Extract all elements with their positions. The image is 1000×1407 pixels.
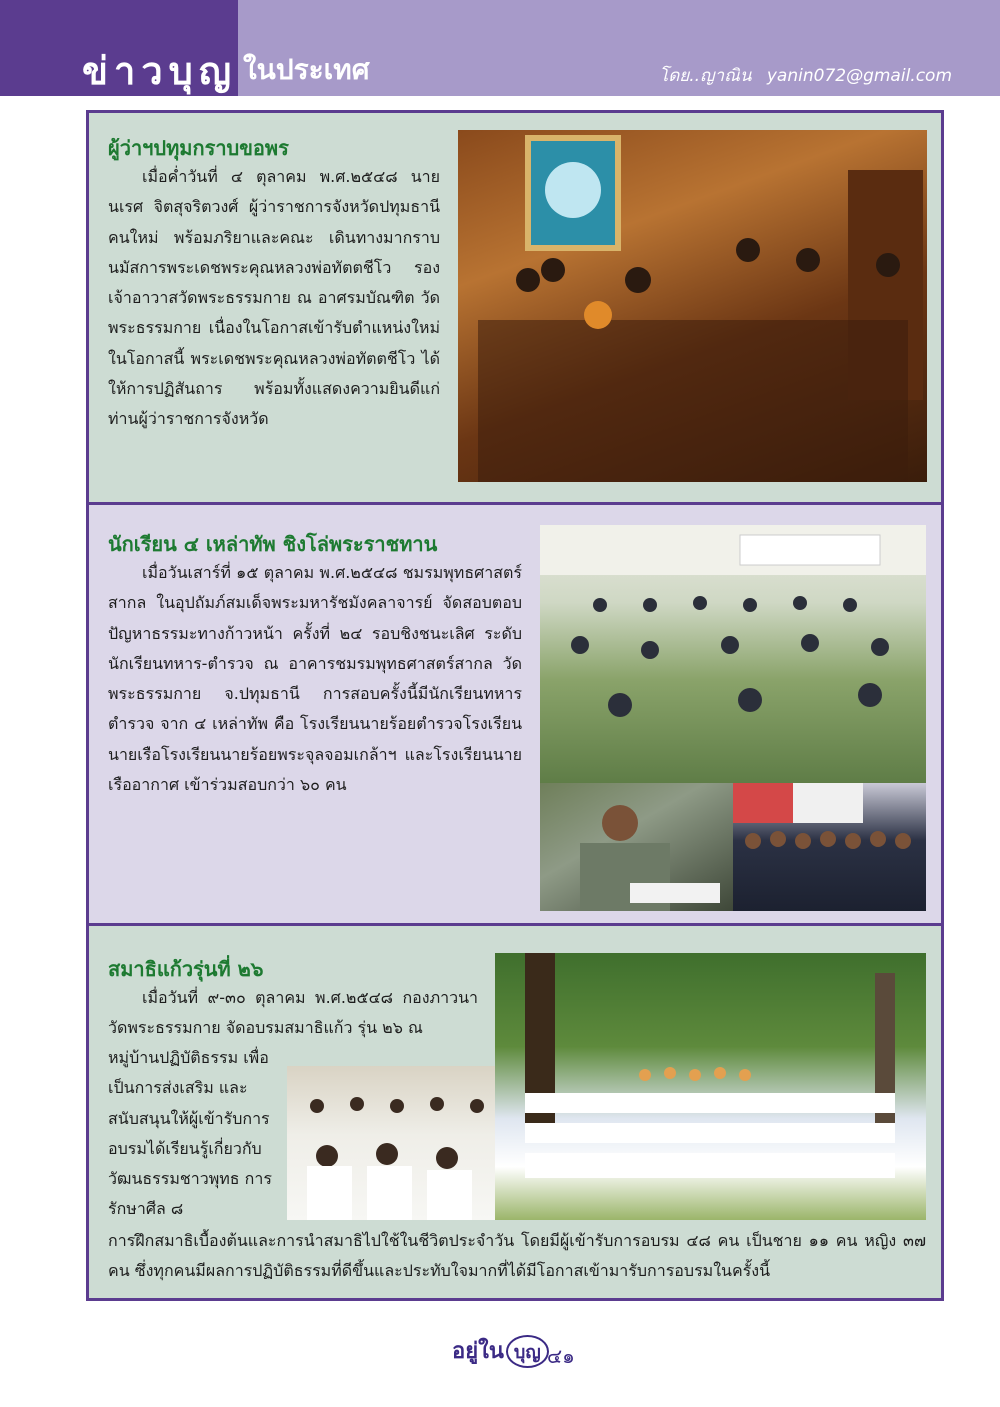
article-body-meditation-left — [108, 1043, 274, 1225]
author-email[interactable]: yanin072@gmail.com — [766, 66, 952, 86]
photo-cadet-group — [733, 783, 926, 911]
photo-governor-scene — [458, 130, 927, 482]
photo-meditation-practice-scene — [287, 1066, 495, 1220]
article-body-meditation-bottom — [108, 1226, 926, 1287]
magazine-logo — [452, 1333, 551, 1368]
article-paragraph: เมื่อวันที่ ๙-๓๐ ตุลาคม พ.ศ.๒๕๔๘ กองภาวนา วัดพระธรรมกาย จัดอบรมสมาธิแก้ว รุ่น ๒๖ ณ — [108, 988, 478, 1038]
photo-cadet-group-scene — [733, 783, 926, 911]
article-body-governor — [108, 162, 440, 435]
author-name: โดย..ญาณิน — [659, 66, 752, 86]
author-line — [659, 62, 952, 89]
photo-cadet-writing-scene — [540, 783, 733, 911]
article-body-meditation-top — [108, 983, 478, 1044]
article-paragraph: การฝึกสมาธิเบื้องต้นและการนำสมาธิไปใช้ในชีวิตประจำวัน โดยมีผู้เข้ารับการอบรม ๔๘ คน เป็นชาย ๑๑ คน หญิง ๓๗ คน ซึ่งทุกคนมีผลการปฏิบัติธรรมที่ดีขึ้นและประทับใจมากที่ได้มีโอกาสเข้ามารับการอบรมในครั้งนี้ — [108, 1231, 926, 1281]
photo-governor-audience — [458, 130, 927, 482]
article-heading-cadets: นักเรียน ๔ เหล่าทัพ ชิงโล่พระราชทาน — [108, 532, 438, 556]
section-subtitle: ในประเทศ — [243, 53, 370, 86]
article-paragraph: หมู่บ้านปฏิบัติธรรม เพื่อเป็นการส่งเสริม และสนับสนุนให้ผู้เข้ารับการอบรมได้เรียนรู้เกี่ยวกับวัฒนธรรมชาวพุทธ การรักษาศีล ๘ — [108, 1048, 272, 1219]
photo-meditation-group — [495, 953, 926, 1220]
article-heading-meditation: สมาธิแก้วรุ่นที่ ๒๖ — [108, 957, 264, 981]
section-title: ข่าวบุญ — [82, 49, 238, 93]
photo-meditation-group-scene — [495, 953, 926, 1220]
page-number: ๔๑ — [547, 1344, 575, 1368]
photo-cadet-writing — [540, 783, 733, 911]
article-paragraph: เมื่อค่ำวันที่ ๔ ตุลาคม พ.ศ.๒๕๔๘ นาย นเรศ จิตสุจริตวงศ์ ผู้ว่าราชการจังหวัดปทุมธานีคนใหม่ พร้อมภริยาและคณะ เดินทางมากราบนมัสการพระเดชพระคุณหลวงพ่อทัตตชีโว รองเจ้าอาวาสวัดพระธรรมกาย ณ อาศรมบัณฑิต วัดพระธรรมกาย เนื่องในโอกาสเข้ารับตำแหน่งใหม่ ในโอกาสนี้ พระเดชพระคุณหลวงพ่อทัตตชีโว ได้ให้การปฏิสันถาร พร้อมทั้งแสดงความยินดีแก่ท่านผู้ว่าราชการจังหวัด — [108, 167, 440, 429]
photo-meditation-practice — [287, 1066, 495, 1220]
article-heading-governor: ผู้ว่าฯปทุมกราบขอพร — [108, 136, 289, 160]
magazine-logo-text: อยู่ใน — [452, 1338, 504, 1364]
article-body-cadets — [108, 558, 522, 800]
article-paragraph: เมื่อวันเสาร์ที่ ๑๕ ตุลาคม พ.ศ.๒๕๔๘ ชมรมพุทธศาสตร์สากล ในอุปถัมภ์สมเด็จพระมหารัชมังคลาจารย์ จัดสอบตอบปัญหาธรรมะทางก้าวหน้า ครั้งที่ ๒๔ รอบชิงชนะเลิศ ระดับนักเรียนทหาร-ตำรวจ ณ อาคารชมรมพุทธศาสตร์สากล วัดพระธรรมกาย จ.ปทุมธานี การสอบครั้งนี้มีนักเรียนทหาร ตำรวจ จาก ๔ เหล่าทัพ คือ โรงเรียนนายร้อยตำรวจโรงเรียนนายเรือโรงเรียนนายร้อยพระจุลจอมเกล้าฯ และโรงเรียนนายเรืออากาศ เข้าร่วมสอบกว่า ๖๐ คน — [108, 563, 522, 795]
magazine-logo-circle: บุญ — [506, 1335, 549, 1368]
photo-exam-hall-scene — [540, 525, 926, 783]
photo-exam-hall — [540, 525, 926, 783]
